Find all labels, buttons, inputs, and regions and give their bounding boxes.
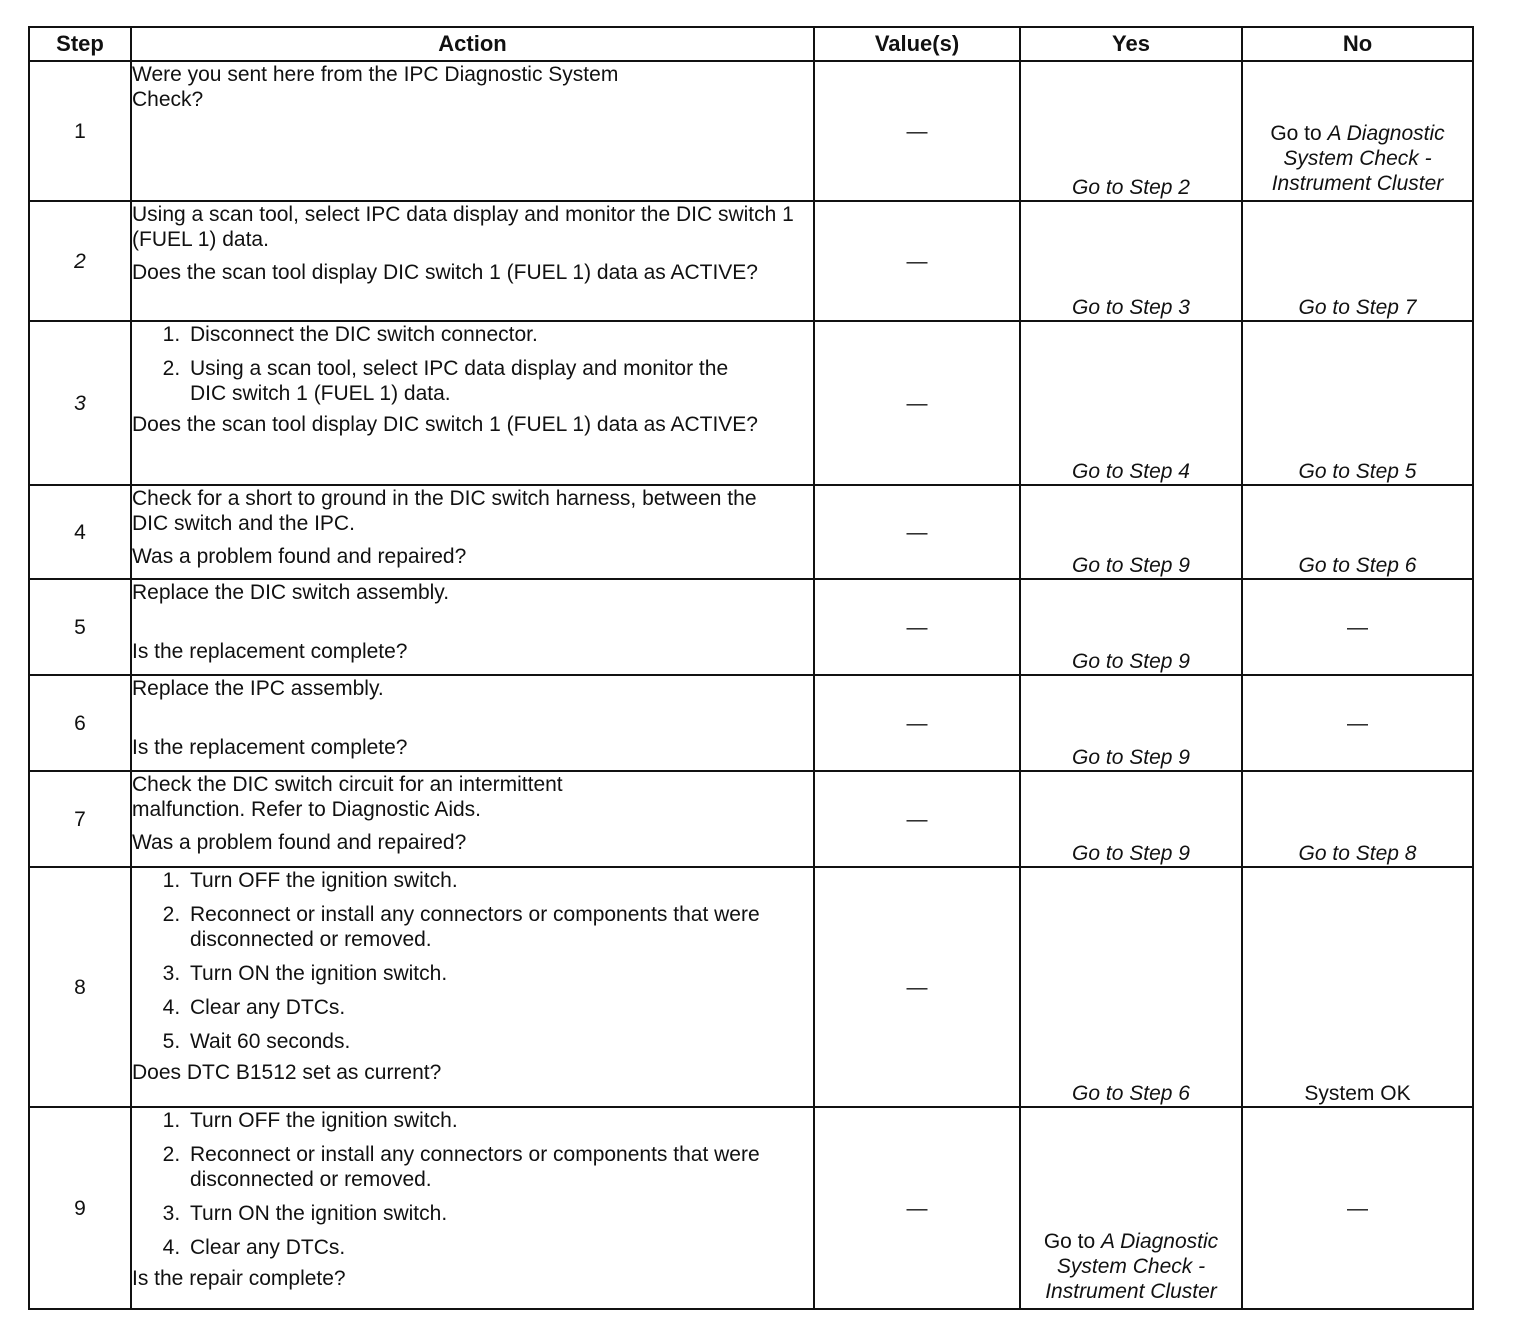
- action-list-item: 4. Clear any DTCs.: [186, 995, 813, 1020]
- action-list-item: 2. Reconnect or install any connectors or components that were disconnected or removed.: [186, 1142, 813, 1192]
- action-list-item: 1. Turn OFF the ignition switch.: [186, 868, 813, 893]
- table-row: [29, 771, 1473, 867]
- no-value-cell: —: [1242, 675, 1473, 771]
- header-values: Value(s): [814, 27, 1020, 61]
- action-question: Were you sent here from the IPC Diagnostic System Check?: [132, 63, 619, 111]
- step-number: 3: [29, 321, 131, 485]
- action-question: Was a problem found and repaired?: [132, 831, 467, 854]
- table-row: [29, 61, 1473, 201]
- step-number: 8: [29, 867, 131, 1107]
- table-row: [29, 201, 1473, 321]
- goto-prefix: Go to: [1043, 1230, 1096, 1253]
- no-value-cell: —: [1242, 1107, 1473, 1309]
- value-cell: —: [814, 201, 1020, 321]
- diagnostic-system-check-link[interactable]: A Diagnostic System Check - Instrument Cluster: [1045, 1230, 1219, 1303]
- yes-goto-link[interactable]: Go to Step 9: [1020, 675, 1242, 771]
- action-question: Does DTC B1512 set as current?: [132, 1061, 442, 1084]
- step-number: 2: [29, 201, 131, 321]
- action-cell: [131, 61, 814, 201]
- action-question: Does the scan tool display DIC switch 1 (FUEL 1) data as ACTIVE?: [132, 261, 758, 284]
- table-row: [29, 579, 1473, 675]
- yes-goto-link[interactable]: Go to Step 2: [1020, 61, 1242, 201]
- table-row: [29, 321, 1473, 485]
- yes-goto-link[interactable]: Go to Step 6: [1020, 867, 1242, 1107]
- action-question: Does the scan tool display DIC switch 1 (FUEL 1) data as ACTIVE?: [132, 413, 758, 436]
- goto-prefix: Go to: [1270, 122, 1322, 145]
- value-cell: —: [814, 485, 1020, 579]
- value-cell: —: [814, 1107, 1020, 1309]
- action-instruction: Using a scan tool, select IPC data display and monitor the DIC switch 1 (FUEL 1) data.: [132, 203, 794, 251]
- header-step: Step: [29, 27, 131, 61]
- action-question: Was a problem found and repaired?: [132, 545, 467, 568]
- step-number: 5: [29, 579, 131, 675]
- action-question: Is the replacement complete?: [132, 736, 408, 759]
- value-cell: —: [814, 61, 1020, 201]
- yes-goto-link[interactable]: Go to Step 3: [1020, 201, 1242, 321]
- header-yes: Yes: [1020, 27, 1242, 61]
- action-instruction: Replace the IPC assembly.: [132, 677, 384, 700]
- action-list-item: 3. Turn ON the ignition switch.: [186, 961, 813, 986]
- action-list-item: 1. Turn OFF the ignition switch.: [186, 1108, 813, 1133]
- action-instruction: Check the DIC switch circuit for an intermittent malfunction. Refer to Diagnostic Aids.: [132, 773, 563, 821]
- diagnostic-system-check-link[interactable]: A Diagnostic System Check - Instrument Cluster: [1271, 122, 1445, 195]
- diagnostic-table: [28, 26, 1474, 1310]
- action-cell: [131, 321, 814, 485]
- action-list-item: 3. Turn ON the ignition switch.: [186, 1201, 813, 1226]
- step-number: 1: [29, 61, 131, 201]
- no-goto-link[interactable]: [1242, 61, 1473, 201]
- action-cell: [131, 485, 814, 579]
- no-value-cell: —: [1242, 579, 1473, 675]
- action-list-item: 2. Reconnect or install any connectors or components that were disconnected or removed.: [186, 902, 813, 952]
- action-cell: [131, 201, 814, 321]
- action-step-list: [132, 1108, 813, 1260]
- header-action: Action: [131, 27, 814, 61]
- value-cell: —: [814, 675, 1020, 771]
- value-cell: —: [814, 771, 1020, 867]
- no-goto-link[interactable]: Go to Step 5: [1242, 321, 1473, 485]
- table-row: [29, 675, 1473, 771]
- action-cell: [131, 1107, 814, 1309]
- action-cell: [131, 867, 814, 1107]
- no-goto-link[interactable]: Go to Step 8: [1242, 771, 1473, 867]
- no-goto-link[interactable]: Go to Step 6: [1242, 485, 1473, 579]
- action-instruction: Check for a short to ground in the DIC switch harness, between the DIC switch and the IPC.: [132, 487, 757, 535]
- step-number: 9: [29, 1107, 131, 1309]
- no-goto-link[interactable]: Go to Step 7: [1242, 201, 1473, 321]
- table-row: [29, 485, 1473, 579]
- yes-goto-link[interactable]: Go to Step 4: [1020, 321, 1242, 485]
- step-number: 7: [29, 771, 131, 867]
- action-list-item: 2. Using a scan tool, select IPC data display and monitor the DIC switch 1 (FUEL 1) data.: [186, 356, 813, 406]
- step-number: 6: [29, 675, 131, 771]
- action-cell: [131, 579, 814, 675]
- value-cell: —: [814, 867, 1020, 1107]
- action-cell: [131, 771, 814, 867]
- yes-goto-link[interactable]: Go to Step 9: [1020, 485, 1242, 579]
- value-cell: —: [814, 579, 1020, 675]
- yes-goto-link[interactable]: Go to Step 9: [1020, 579, 1242, 675]
- action-cell: [131, 675, 814, 771]
- action-question: Is the repair complete?: [132, 1267, 346, 1290]
- header-no: No: [1242, 27, 1473, 61]
- action-list-item: 5. Wait 60 seconds.: [186, 1029, 813, 1054]
- header-row: [29, 27, 1473, 61]
- action-step-list: [132, 322, 813, 406]
- table-row: [29, 867, 1473, 1107]
- action-step-list: [132, 868, 813, 1054]
- action-question: Is the replacement complete?: [132, 640, 408, 663]
- action-instruction: Replace the DIC switch assembly.: [132, 581, 450, 604]
- yes-goto-link[interactable]: Go to Step 9: [1020, 771, 1242, 867]
- step-number: 4: [29, 485, 131, 579]
- table-row: [29, 1107, 1473, 1309]
- yes-goto-link[interactable]: [1020, 1107, 1242, 1309]
- no-result: System OK: [1242, 867, 1473, 1107]
- action-list-item: 4. Clear any DTCs.: [186, 1235, 813, 1260]
- action-list-item: 1. Disconnect the DIC switch connector.: [186, 322, 813, 347]
- value-cell: —: [814, 321, 1020, 485]
